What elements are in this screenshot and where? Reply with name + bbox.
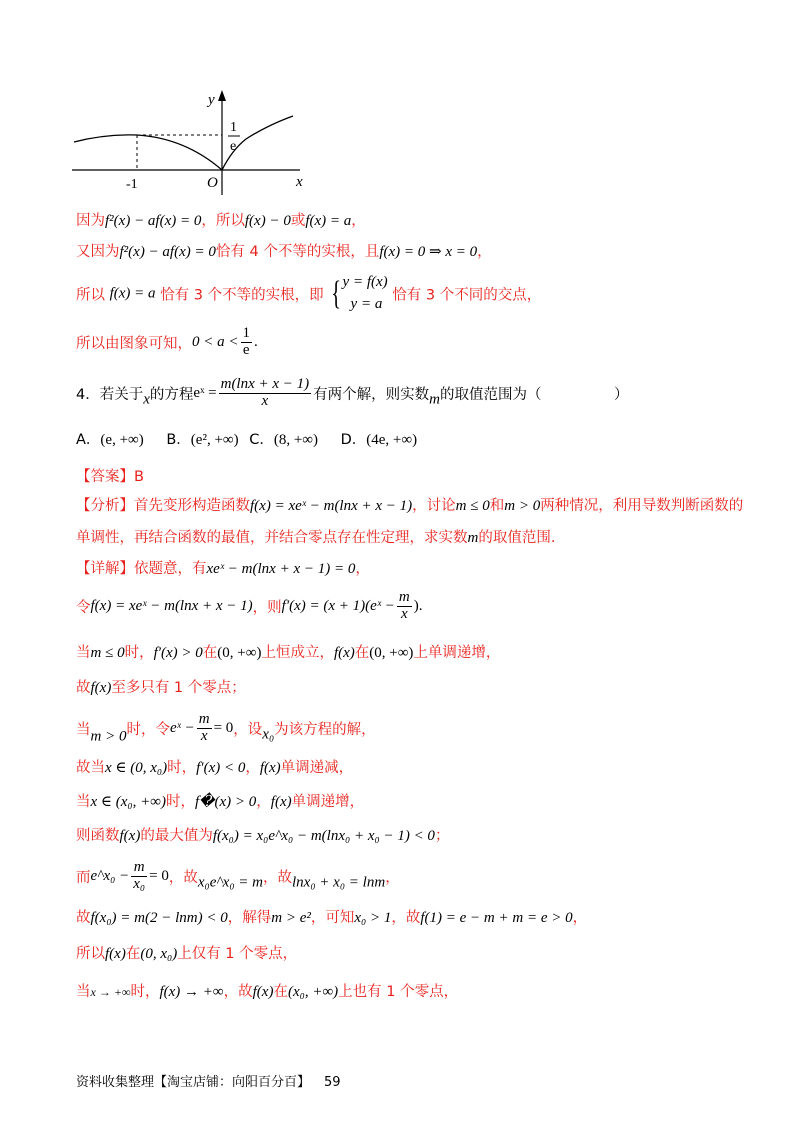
reason-line-3 bbox=[76, 272, 541, 316]
text: ，故 bbox=[168, 869, 198, 886]
equation: f(x) = 0 ⇒ x = 0 bbox=[379, 244, 478, 260]
equation: f(x) bbox=[270, 794, 292, 810]
equation: f(x) bbox=[90, 680, 112, 696]
neg-one-label: -1 bbox=[126, 177, 138, 192]
text: ， bbox=[245, 760, 260, 776]
option-b-value: (e², +∞) bbox=[190, 432, 239, 448]
detail-line-1 bbox=[76, 557, 370, 578]
equation: f′(x) < 0 bbox=[196, 760, 246, 776]
equation: f(x₀) = m(2 − lnm) < 0 bbox=[90, 910, 228, 926]
option-a-label: A． bbox=[76, 432, 101, 448]
equation: f²(x) − af(x) = 0 bbox=[119, 244, 216, 260]
text: 两种情况，利用导数判断函数的 bbox=[540, 498, 744, 514]
text: 时， bbox=[165, 794, 195, 810]
option-c[interactable] bbox=[249, 432, 318, 448]
denominator: e bbox=[242, 341, 250, 358]
interval: (0, +∞) bbox=[217, 645, 262, 661]
text: ， bbox=[355, 561, 370, 577]
analysis-line-2 bbox=[76, 526, 555, 547]
option-b[interactable] bbox=[166, 432, 238, 448]
text: ， bbox=[477, 244, 492, 260]
equation: = 0 bbox=[149, 867, 169, 884]
text: 单调递减， bbox=[280, 760, 354, 776]
detail-line-5 bbox=[76, 712, 376, 745]
text: 又因为 bbox=[76, 244, 120, 260]
function-graph bbox=[0, 0, 800, 200]
interval: (0, +∞) bbox=[369, 645, 414, 661]
detail-line-2 bbox=[76, 590, 423, 623]
numerator: m bbox=[198, 711, 210, 727]
text: 上仅有 1 个零点， bbox=[177, 946, 298, 962]
equation: f′(x) > 0 bbox=[153, 645, 203, 661]
text: ，解得 bbox=[227, 910, 272, 926]
text: 令 bbox=[76, 599, 91, 616]
numerator: m(lnx + x − 1) bbox=[220, 376, 310, 392]
text: 当 bbox=[76, 645, 91, 661]
equation: f²(x) − af(x) = 0 bbox=[105, 213, 202, 229]
equation: f(x) = xeˣ − m(lnx + x − 1) bbox=[90, 597, 253, 614]
reason-line-4 bbox=[76, 326, 258, 359]
equation: f(x₀) = x₀e^x₀ − m(lnx₀ + x₀ − 1) < 0 bbox=[212, 828, 435, 844]
detail-line-3 bbox=[76, 641, 500, 662]
text: 和 bbox=[489, 498, 505, 514]
equation: x₀ > 1 bbox=[354, 910, 392, 926]
text: 故当 bbox=[76, 760, 105, 776]
option-d-label: D． bbox=[340, 432, 367, 448]
text: 在 bbox=[354, 645, 370, 661]
equation: f(x) = a bbox=[305, 213, 352, 229]
equation: f(x) bbox=[119, 828, 141, 844]
text: ，可知 bbox=[310, 910, 355, 926]
equation: m > 0 bbox=[90, 728, 127, 745]
text: 时， bbox=[124, 645, 154, 661]
text: 上也有 1 个零点， bbox=[338, 984, 459, 1000]
text: 在 bbox=[273, 984, 288, 1000]
text: 的最大值为 bbox=[140, 828, 213, 844]
analysis-line-1 bbox=[76, 494, 743, 515]
text: 的取值范围. bbox=[478, 530, 556, 546]
detail-line-11 bbox=[76, 942, 297, 963]
equation: ). bbox=[413, 597, 423, 614]
detail-line-4 bbox=[76, 676, 246, 697]
equation-system bbox=[343, 272, 388, 316]
detail-line-12 bbox=[76, 980, 458, 1001]
equation: xeˣ − m(lnx + x − 1) = 0 bbox=[206, 561, 356, 577]
text: 上恒成立， bbox=[261, 645, 334, 661]
variable: x bbox=[143, 391, 150, 408]
detail-line-6 bbox=[76, 756, 353, 777]
page-number: 59 bbox=[324, 1075, 341, 1090]
equation: f(x) − 0 bbox=[244, 213, 291, 229]
text: 所以 bbox=[76, 287, 105, 304]
option-d[interactable] bbox=[341, 432, 417, 448]
equation: f(x) = a bbox=[109, 285, 156, 302]
x-axis-label: x bbox=[296, 174, 303, 190]
equation: x ∈ (0, x₀) bbox=[105, 760, 168, 776]
text: 则函数 bbox=[76, 828, 120, 844]
equation: f�(x) > 0 bbox=[194, 794, 257, 810]
equation: f(1) = e − m + m = e > 0 bbox=[420, 910, 573, 926]
text: 所以 bbox=[76, 946, 105, 962]
detail-line-8 bbox=[76, 824, 449, 845]
numerator: 1 bbox=[242, 325, 250, 341]
equation: f(x) = xeˣ − m(lnx + x − 1) bbox=[250, 498, 413, 514]
text: ，设 bbox=[233, 721, 263, 738]
variable: x₀ bbox=[262, 726, 275, 743]
text: 时， bbox=[130, 984, 160, 1000]
text: 所以由图象可知， bbox=[76, 335, 192, 352]
question-4 bbox=[76, 377, 629, 410]
interval: (x₀, +∞) bbox=[287, 984, 339, 1000]
text: ， bbox=[385, 869, 400, 886]
text: 故 bbox=[76, 680, 91, 696]
text: 当 bbox=[76, 721, 91, 738]
fraction bbox=[197, 712, 212, 745]
equation: f′(x) = (x + 1)(eˣ − bbox=[281, 597, 395, 614]
equation: m > e² bbox=[271, 910, 311, 926]
system-eq-1: y = f(x) bbox=[342, 274, 388, 290]
equation: = 0 bbox=[213, 719, 234, 736]
text: 在 bbox=[202, 645, 218, 661]
variable: m bbox=[429, 391, 441, 408]
text: 为该方程的解， bbox=[274, 721, 376, 738]
text: 时， bbox=[167, 760, 197, 776]
text: 上单调递增， bbox=[413, 645, 501, 661]
text: ， bbox=[256, 794, 271, 810]
numerator: m bbox=[131, 860, 147, 877]
fraction bbox=[131, 860, 147, 893]
text: 单调性，再结合函数的最值，并结合零点存在性定理，求实数 bbox=[76, 530, 468, 546]
denominator: x bbox=[261, 392, 269, 409]
footer-text: 资料收集整理【淘宝店铺：向阳百分百】 bbox=[76, 1075, 311, 1090]
reason-line-2 bbox=[76, 240, 492, 261]
text: 【详解】依题意，有 bbox=[76, 561, 207, 577]
option-d-value: (4e, +∞) bbox=[366, 432, 418, 448]
equation: m ≤ 0 bbox=[90, 645, 125, 661]
text: ，故 bbox=[263, 869, 293, 886]
text: ，讨论 bbox=[412, 498, 456, 514]
text: ，故 bbox=[223, 984, 253, 1000]
denominator: x₀ bbox=[133, 875, 146, 892]
numerator: m bbox=[398, 589, 410, 605]
denominator: x bbox=[200, 727, 208, 744]
answer-label: 【答案】B bbox=[76, 469, 144, 485]
text: . bbox=[254, 333, 258, 350]
option-c-value: (8, +∞) bbox=[273, 432, 318, 448]
equation: x ∈ (x₀, +∞) bbox=[90, 794, 166, 810]
y-axis-arrow bbox=[218, 90, 226, 101]
text: 恰有 3 个不同的交点， bbox=[392, 287, 542, 304]
detail-line-10 bbox=[76, 906, 587, 927]
text: 因为 bbox=[76, 213, 105, 229]
equation: eˣ − bbox=[169, 719, 195, 736]
option-a-value: (e, +∞) bbox=[100, 432, 144, 448]
equation: f(x) → +∞ bbox=[159, 984, 224, 1000]
curve-left bbox=[74, 135, 222, 170]
text: ， bbox=[572, 910, 588, 926]
detail-line-7 bbox=[76, 790, 364, 811]
reason-line-1 bbox=[76, 209, 366, 230]
interval: (0, x₀) bbox=[140, 946, 178, 962]
option-b-label: B． bbox=[166, 432, 191, 448]
detail-line-9 bbox=[76, 860, 400, 893]
equation: x₀e^x₀ = m bbox=[197, 874, 264, 891]
text: 的取值范围为（ ） bbox=[440, 386, 629, 403]
equation: f(x) bbox=[105, 946, 126, 962]
text: 而 bbox=[76, 869, 91, 886]
fraction bbox=[397, 590, 412, 623]
text: ； bbox=[434, 828, 450, 844]
text: 恰有 3 个不等的实根，即 bbox=[160, 287, 324, 304]
options-row bbox=[76, 428, 417, 449]
equation: e^x₀ − bbox=[90, 867, 130, 884]
equation: f(x) bbox=[252, 984, 274, 1000]
text: ，所以 bbox=[201, 213, 245, 229]
equation: lnx₀ + x₀ = lnm bbox=[292, 874, 386, 891]
text: 时，令 bbox=[126, 721, 170, 738]
text: 或 bbox=[290, 213, 306, 229]
text: 故 bbox=[76, 910, 91, 926]
text: ， bbox=[351, 213, 366, 229]
text: 单调递增， bbox=[291, 794, 365, 810]
text: 4．若关于 bbox=[76, 386, 144, 403]
denominator: x bbox=[401, 605, 408, 622]
equation: m > 0 bbox=[504, 498, 541, 514]
text: 当 bbox=[76, 984, 91, 1000]
variable: m bbox=[467, 530, 479, 546]
text: ，故 bbox=[391, 910, 421, 926]
text: 至多只有 1 个零点； bbox=[111, 680, 246, 696]
text: 当 bbox=[76, 794, 91, 810]
option-c-label: C． bbox=[249, 432, 274, 448]
text: 【分析】首先变形构造函数 bbox=[76, 498, 250, 514]
origin-label: O bbox=[207, 175, 218, 191]
text: 有两个解，则实数 bbox=[313, 386, 430, 403]
y-axis-label: y bbox=[208, 92, 215, 108]
text: 在 bbox=[125, 946, 141, 962]
system-eq-2: y = a bbox=[350, 295, 383, 312]
frac-numerator: 1 bbox=[230, 120, 237, 135]
text: 恰有 4 个不等的实根，且 bbox=[215, 244, 380, 260]
text: 的方程 bbox=[149, 386, 194, 403]
page-footer bbox=[76, 1071, 341, 1090]
text: ，则 bbox=[252, 599, 282, 616]
frac-denominator: e bbox=[230, 139, 237, 154]
equation: 0 < a < bbox=[192, 333, 239, 350]
option-a[interactable] bbox=[76, 432, 144, 448]
equation: f(x) bbox=[259, 760, 281, 776]
fraction bbox=[241, 326, 253, 359]
system-brace: { bbox=[331, 274, 342, 312]
answer-line bbox=[76, 465, 144, 486]
fraction bbox=[219, 377, 312, 410]
equation: eˣ = bbox=[193, 384, 217, 401]
equation: f(x) bbox=[333, 645, 355, 661]
equation: x → +∞ bbox=[90, 985, 131, 999]
equation: m ≤ 0 bbox=[455, 498, 490, 514]
